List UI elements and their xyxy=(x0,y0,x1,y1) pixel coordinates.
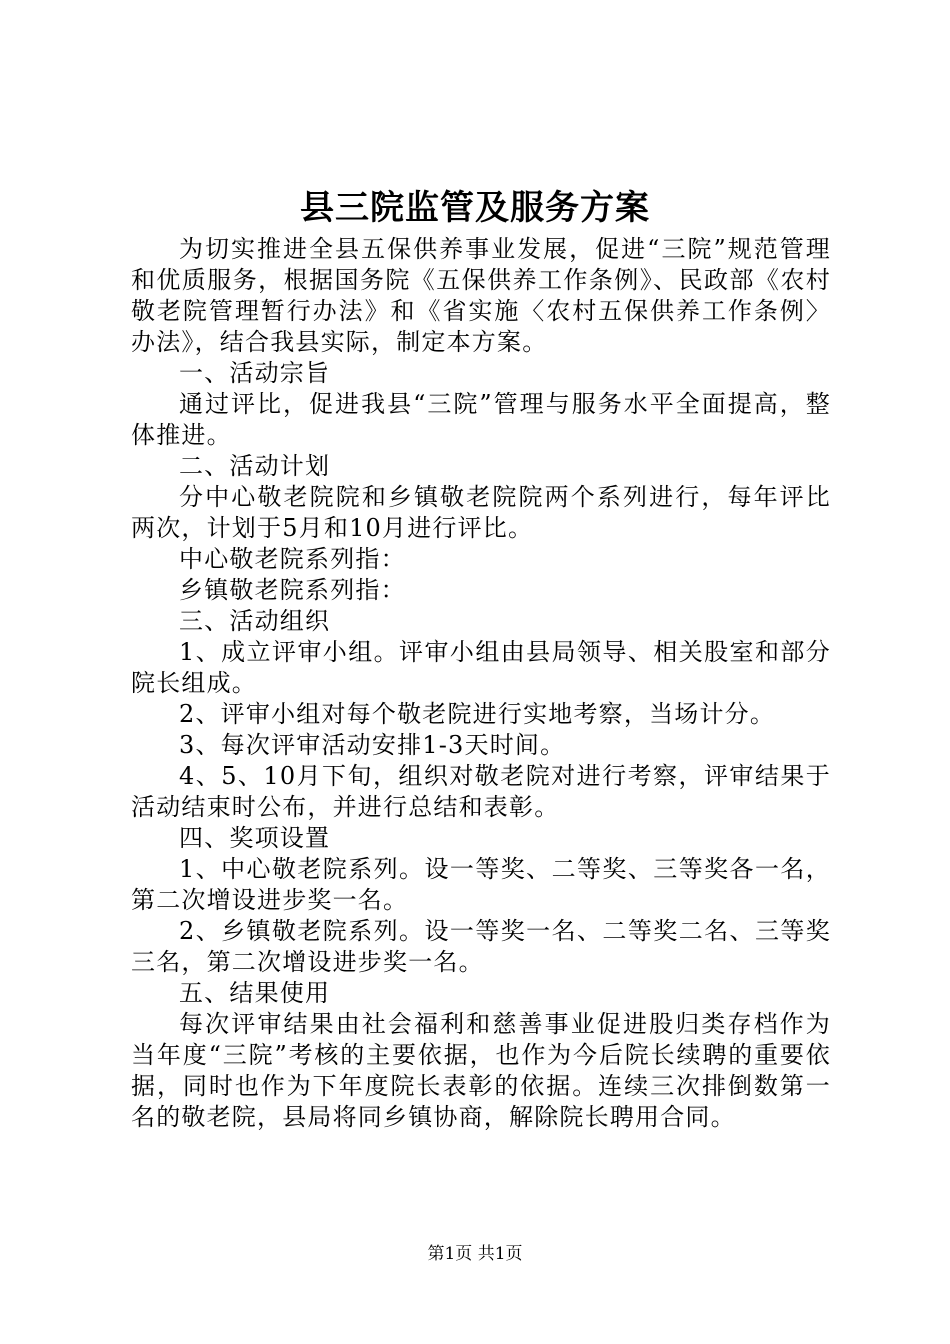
section-heading-purpose: 一、活动宗旨 xyxy=(179,359,331,387)
central-series-line: 中心敬老院系列指： xyxy=(179,545,406,573)
organization-item-1: 1、成立评审小组。评审小组由县局领导、相关股室和部分院长组成。 xyxy=(131,638,831,697)
organization-item-4: 4、5、10月下旬，组织对敬老院对进行考察，评审结果于活动结束时公布，并进行总结和表彰。 xyxy=(131,762,831,821)
section-heading-awards: 四、奖项设置 xyxy=(179,824,331,852)
section-heading-plan: 二、活动计划 xyxy=(179,452,331,480)
organization-item-2: 2、评审小组对每个敬老院进行实地考察，当场计分。 xyxy=(179,700,776,728)
township-series-line: 乡镇敬老院系列指： xyxy=(179,576,406,604)
plan-paragraph: 分中心敬老院院和乡镇敬老院院两个系列进行，每年评比两次，计划于5月和10月进行评比。 xyxy=(131,483,831,542)
purpose-paragraph: 通过评比，促进我县“三院”管理与服务水平全面提高，整体推进。 xyxy=(131,390,831,449)
results-paragraph: 每次评审结果由社会福利和慈善事业促进股归类存档作为当年度“三院”考核的主要依据，也作为今后院长续聘的重要依据，同时也作为下年度院长表彰的依据。连续三次排倒数第一名的敬老院，县局将同乡镇协商，解除院长聘用合同。 xyxy=(131,1010,831,1131)
page-footer: 第1页 共1页 xyxy=(427,1244,523,1264)
section-heading-organization: 三、活动组织 xyxy=(179,607,331,635)
section-heading-results: 五、结果使用 xyxy=(179,979,331,1007)
organization-item-3: 3、每次评审活动安排1-3天时间。 xyxy=(179,731,566,759)
intro-paragraph: 为切实推进全县五保供养事业发展，促进“三院”规范管理和优质服务，根据国务院《五保供养工作条例》、民政部《农村敬老院管理暂行办法》和《省实施〈农村五保供养工作条例〉办法》，结合我县实际，制定本方案。 xyxy=(131,235,831,356)
awards-item-2: 2、乡镇敬老院系列。设一等奖一名、二等奖二名、三等奖三名，第二次增设进步奖一名。 xyxy=(131,917,831,976)
awards-item-1: 1、中心敬老院系列。设一等奖、二等奖、三等奖各一名，第二次增设进步奖一名。 xyxy=(131,855,831,914)
document-body xyxy=(131,234,831,1133)
document-title: 县三院监管及服务方案 xyxy=(300,188,650,228)
